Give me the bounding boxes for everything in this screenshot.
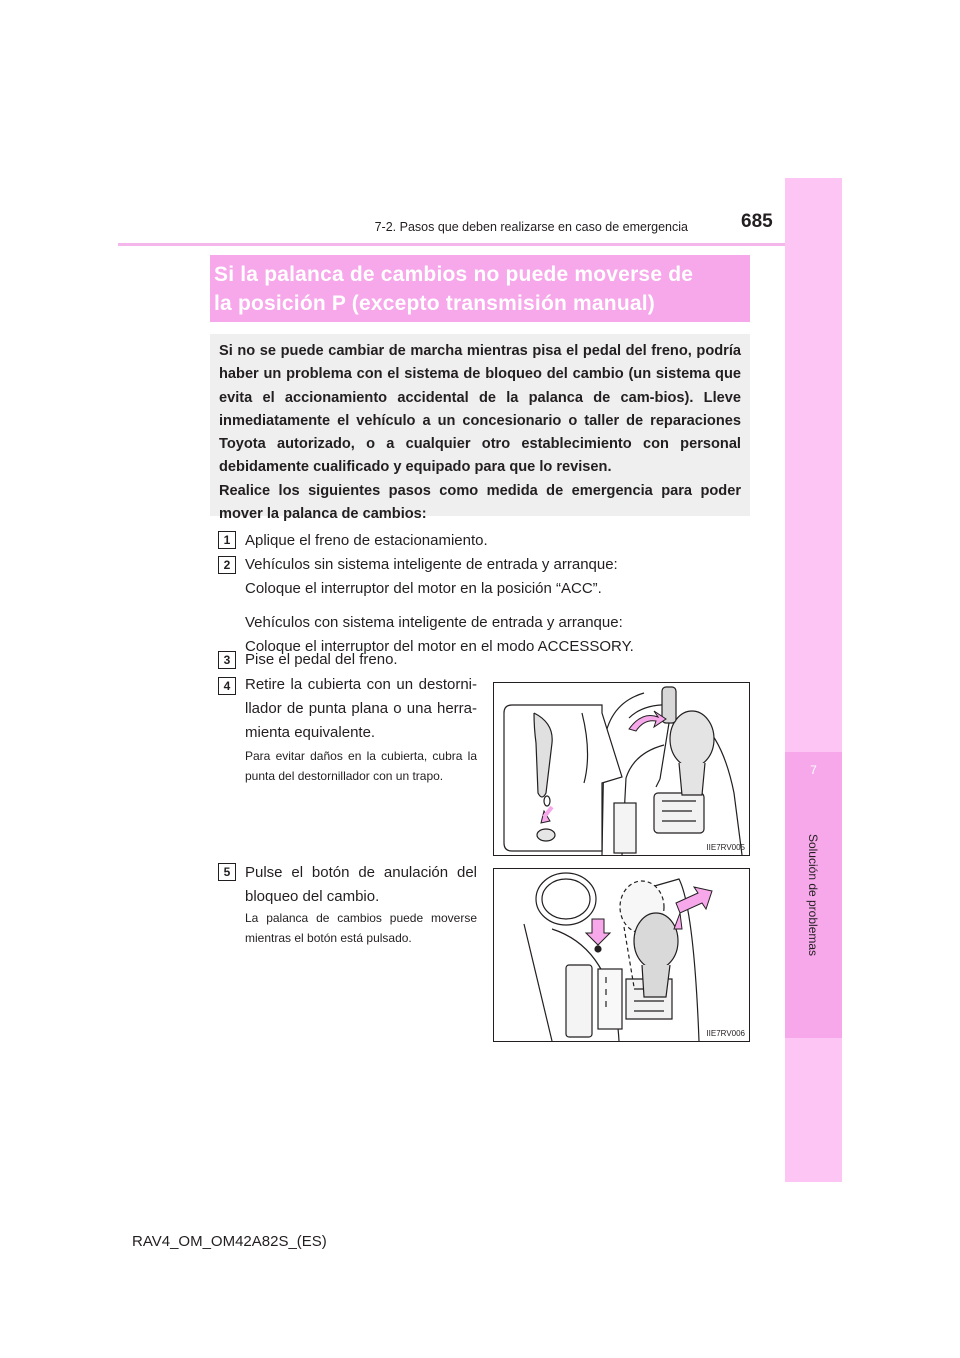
step-2-line-2: Coloque el interruptor del motor en la posición “ACC”. (245, 580, 602, 597)
step-5-badge: 5 (218, 863, 236, 881)
step-3-text: Pise el pedal del freno. (245, 651, 398, 668)
figure-id-2: IIE7RV006 (706, 1029, 745, 1038)
intro-box (210, 334, 750, 523)
figure-id-1: IIE7RV005 (706, 843, 745, 852)
chapter-number: 7 (810, 763, 817, 777)
shift-lock-release-illustration (494, 869, 749, 1041)
step-4-note: Para evitar daños en la cubierta, cubra la punta del destornillador con un trapo. (245, 749, 477, 783)
step-4-text: Retire la cubierta con un destorni-llador de punta plana o una herra-mienta equivalente. (245, 676, 477, 741)
figure-shift-lock-release (493, 868, 750, 1042)
step-4-badge: 4 (218, 677, 236, 695)
step-2-line-4: Coloque el interruptor del motor en el modo ACCESSORY. (245, 638, 634, 655)
step-5-note: La palanca de cambios puede moverse mientras el botón está pulsado. (245, 911, 477, 945)
step-2-line-1: Vehículos sin sistema inteligente de entrada y arranque: (245, 556, 618, 573)
step-5-text: Pulse el botón de anulación del bloqueo del cambio. (245, 864, 477, 905)
intro-paragraph-1: Si no se puede cambiar de marcha mientras pisa el pedal del freno, podría haber un problema con el sistema de bloqueo del cambio (un sistema que evita el accionamiento accidental de la palanca de cam-bios). Lleve inmediatamente el vehículo a un concesionario o taller de reparaciones Toyota autorizado, o a cualquier otro establecimiento con personal debidamente cualificado y equipado para que lo revisen. (219, 343, 741, 476)
step-2-text (245, 553, 634, 659)
header-rule (118, 243, 785, 246)
step-2-badge: 2 (218, 556, 236, 574)
footer-code: RAV4_OM_OM42A82S_(ES) (132, 1233, 327, 1250)
section-heading: 7-2. Pasos que deben realizarse en caso de emergencia (374, 220, 688, 234)
step-1-badge: 1 (218, 531, 236, 549)
figure-remove-cover (493, 682, 750, 856)
step-2-line-3: Vehículos con sistema inteligente de entrada y arranque: (245, 614, 623, 631)
page-title (210, 255, 750, 322)
intro-paragraph-2: Realice los siguientes pasos como medida de emergencia para poder mover la palanca de cambios: (219, 482, 741, 523)
remove-cover-illustration (494, 683, 749, 855)
page-number: 685 (741, 211, 773, 232)
step-1-text: Aplique el freno de estacionamiento. (245, 532, 488, 549)
page-title-line-1: Si la palanca de cambios no puede moverse de (214, 263, 694, 286)
chapter-title: Solución de problemas (806, 833, 820, 957)
step-3-badge: 3 (218, 651, 236, 669)
page-title-line-2: la posición P (excepto transmisión manual) (214, 292, 655, 315)
